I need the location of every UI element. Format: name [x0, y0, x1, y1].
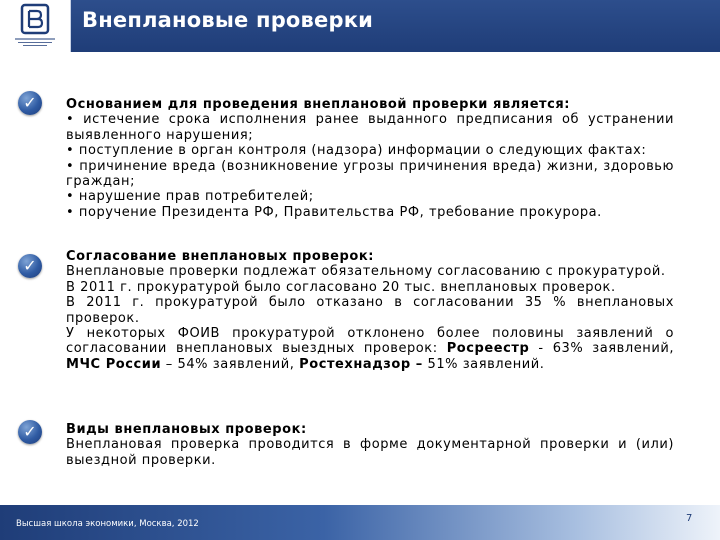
list-item: • истечение срока исполнения ранее выданного предписания об устранении выявленного нарушения; — [66, 112, 674, 143]
text-run: – 54% заявлений, — [161, 356, 300, 372]
section-heading: Согласование внеплановых проверок: — [66, 249, 374, 264]
list-item: • поступление в орган контроля (надзора) информации о следующих фактах: — [66, 143, 647, 159]
text-run: У некоторых ФОИВ прокуратурой отклонено более половины заявлений о согласовании внеплановых выездных проверок: — [66, 326, 674, 357]
agency-name: МЧС России — [66, 356, 162, 372]
section-approval — [66, 249, 674, 372]
paragraph: В 2011 г. прокуратурой было отказано в согласовании 35 % внеплановых проверок. — [66, 295, 674, 326]
paragraph: Внеплановые проверки подлежат обязательному согласованию с прокуратурой. — [66, 264, 666, 280]
footer-caption: Высшая школа экономики, Москва, 2012 — [16, 519, 199, 529]
footer-bar — [0, 505, 720, 540]
logo — [0, 0, 71, 52]
list-item: • причинение вреда (возникновение угрозы причинения вреда) жизни, здоровью граждан; — [66, 158, 674, 190]
header-bar — [0, 0, 720, 52]
section-grounds — [66, 97, 674, 220]
section-types — [66, 422, 674, 468]
agency-name: Ростехнадзор – — [299, 356, 423, 372]
agency-name: Росреестр — [446, 341, 530, 357]
text-run: 51% заявлений. — [422, 356, 545, 372]
university-emblem-icon — [12, 3, 58, 49]
list-item: • поручение Президента РФ, Правительства РФ, требование прокурора. — [66, 204, 602, 220]
checkmark-icon: ✓ — [18, 91, 42, 115]
page-title: Внеплановые проверки — [82, 8, 374, 32]
paragraph: В 2011 г. прокуратурой было согласовано 20 тыс. внеплановых проверок. — [66, 279, 616, 295]
checkmark-icon: ✓ — [18, 254, 42, 278]
text-run: - 63% заявлений, — [529, 341, 675, 357]
page-number: 7 — [686, 513, 693, 524]
list-item: • нарушение прав потребителей; — [66, 189, 314, 205]
paragraph: Внеплановая проверка проводится в форме документарной проверки и (или) выездной проверки. — [66, 437, 674, 468]
paragraph-rich — [66, 326, 674, 372]
section-heading: Виды внеплановых проверок: — [66, 422, 307, 437]
section-heading: Основанием для проведения внеплановой проверки является: — [66, 97, 571, 112]
checkmark-icon: ✓ — [18, 420, 42, 444]
